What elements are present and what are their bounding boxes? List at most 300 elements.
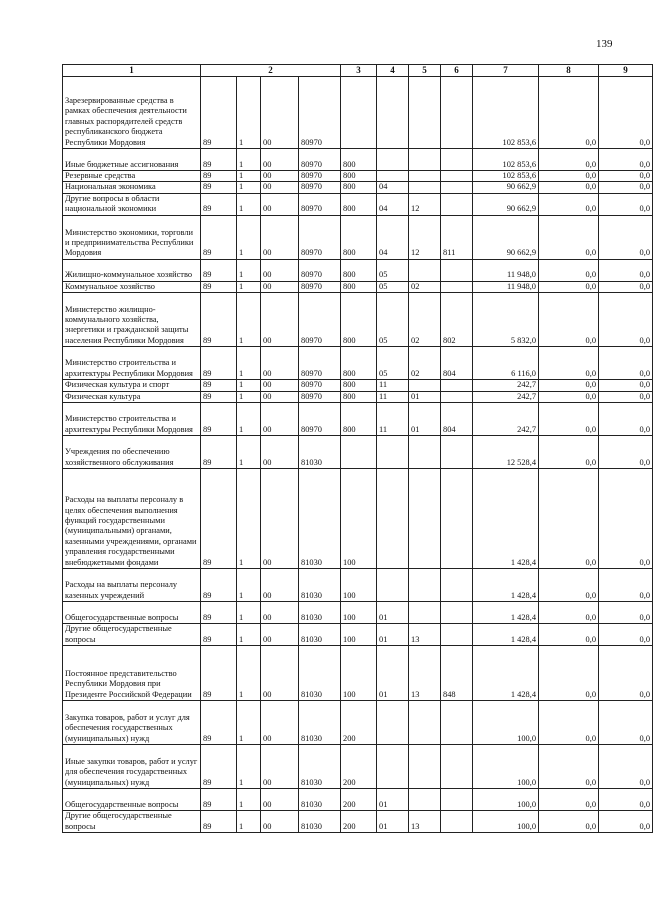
cell-col-3: 800: [341, 281, 377, 292]
cell-code-b: 1: [237, 624, 261, 646]
cell-col-9: 0,0: [599, 281, 653, 292]
table-row: [63, 347, 653, 380]
cell-col-8: 0,0: [539, 215, 599, 259]
cell-col-5: [409, 171, 441, 182]
row-name: Жилищно-коммунальное хозяйство: [63, 259, 201, 281]
cell-code-d: 80970: [299, 149, 341, 171]
cell-col-9: 0,0: [599, 602, 653, 624]
cell-code-a: 89: [201, 215, 237, 259]
cell-col-6: [441, 789, 473, 811]
cell-col-3: 800: [341, 259, 377, 281]
cell-col-5: [409, 436, 441, 469]
cell-col-8: 0,0: [539, 624, 599, 646]
cell-col-4: [377, 436, 409, 469]
cell-col-4: [377, 77, 409, 149]
cell-code-b: 1: [237, 171, 261, 182]
cell-col-5: [409, 602, 441, 624]
cell-col-4: [377, 569, 409, 602]
row-name: Учреждения по обеспечению хозяйственного обслуживания: [63, 436, 201, 469]
cell-code-c: 00: [261, 403, 299, 436]
cell-code-c: 00: [261, 293, 299, 347]
cell-col-6: [441, 436, 473, 469]
cell-col-3: 800: [341, 347, 377, 380]
cell-col-9: 0,0: [599, 745, 653, 789]
table-row: [63, 215, 653, 259]
cell-code-a: 89: [201, 646, 237, 701]
cell-amount: 242,7: [473, 380, 539, 391]
cell-col-3: 800: [341, 391, 377, 402]
table-row: [63, 789, 653, 811]
cell-code-c: 00: [261, 436, 299, 469]
cell-col-6: [441, 391, 473, 402]
table-row: [63, 646, 653, 701]
cell-col-9: 0,0: [599, 569, 653, 602]
table-row: [63, 403, 653, 436]
cell-col-5: 12: [409, 193, 441, 215]
cell-amount: 102 853,6: [473, 77, 539, 149]
cell-code-b: 1: [237, 182, 261, 193]
cell-col-4: 11: [377, 403, 409, 436]
table-row: [63, 193, 653, 215]
row-name: Другие общегосударственные вопросы: [63, 624, 201, 646]
cell-amount: 90 662,9: [473, 193, 539, 215]
table-row: [63, 602, 653, 624]
cell-col-6: [441, 745, 473, 789]
cell-col-6: 811: [441, 215, 473, 259]
cell-col-3: 200: [341, 789, 377, 811]
cell-code-c: 00: [261, 811, 299, 833]
table-row: [63, 624, 653, 646]
cell-code-b: 1: [237, 701, 261, 745]
table-row: [63, 293, 653, 347]
cell-col-9: 0,0: [599, 259, 653, 281]
cell-col-3: 800: [341, 293, 377, 347]
cell-col-6: 802: [441, 293, 473, 347]
cell-code-c: 00: [261, 745, 299, 789]
cell-col-6: [441, 469, 473, 569]
cell-col-3: 100: [341, 646, 377, 701]
cell-col-9: 0,0: [599, 646, 653, 701]
cell-col-5: 12: [409, 215, 441, 259]
cell-code-b: 1: [237, 569, 261, 602]
cell-col-4: 05: [377, 281, 409, 292]
cell-code-a: 89: [201, 811, 237, 833]
cell-amount: 5 832,0: [473, 293, 539, 347]
cell-code-c: 00: [261, 149, 299, 171]
header-col-5: 5: [409, 65, 441, 77]
cell-code-c: 00: [261, 391, 299, 402]
row-name: Физическая культура: [63, 391, 201, 402]
cell-col-4: 04: [377, 215, 409, 259]
cell-code-b: 1: [237, 149, 261, 171]
cell-amount: 100,0: [473, 811, 539, 833]
cell-code-c: 00: [261, 281, 299, 292]
cell-col-8: 0,0: [539, 469, 599, 569]
cell-code-c: 00: [261, 380, 299, 391]
cell-code-b: 1: [237, 380, 261, 391]
cell-col-9: 0,0: [599, 171, 653, 182]
row-name: Общегосударственные вопросы: [63, 789, 201, 811]
cell-col-9: 0,0: [599, 347, 653, 380]
row-name: Иные бюджетные ассигнования: [63, 149, 201, 171]
cell-code-b: 1: [237, 259, 261, 281]
header-col-1: 1: [63, 65, 201, 77]
cell-code-b: 1: [237, 193, 261, 215]
cell-col-6: [441, 281, 473, 292]
cell-code-d: 81030: [299, 745, 341, 789]
header-col-7: 7: [473, 65, 539, 77]
row-name: Физическая культура и спорт: [63, 380, 201, 391]
cell-col-5: [409, 259, 441, 281]
cell-col-9: 0,0: [599, 193, 653, 215]
row-name: Национальная экономика: [63, 182, 201, 193]
cell-col-6: [441, 569, 473, 602]
cell-col-4: 04: [377, 182, 409, 193]
header-col-6: 6: [441, 65, 473, 77]
row-name: Другие общегосударственные вопросы: [63, 811, 201, 833]
cell-col-8: 0,0: [539, 569, 599, 602]
table-row: [63, 811, 653, 833]
cell-code-d: 80970: [299, 403, 341, 436]
cell-col-6: [441, 171, 473, 182]
cell-code-b: 1: [237, 811, 261, 833]
cell-col-5: [409, 789, 441, 811]
cell-code-b: 1: [237, 469, 261, 569]
cell-code-c: 00: [261, 569, 299, 602]
cell-code-a: 89: [201, 745, 237, 789]
cell-amount: 1 428,4: [473, 469, 539, 569]
cell-col-6: 848: [441, 646, 473, 701]
cell-code-d: 81030: [299, 811, 341, 833]
cell-code-d: 80970: [299, 77, 341, 149]
cell-col-8: 0,0: [539, 811, 599, 833]
table-row: [63, 745, 653, 789]
cell-code-a: 89: [201, 789, 237, 811]
cell-col-8: 0,0: [539, 281, 599, 292]
cell-col-8: 0,0: [539, 391, 599, 402]
cell-code-b: 1: [237, 347, 261, 380]
cell-col-8: 0,0: [539, 380, 599, 391]
header-row: [63, 65, 653, 77]
cell-col-6: [441, 77, 473, 149]
cell-code-d: 80970: [299, 171, 341, 182]
cell-code-d: 80970: [299, 281, 341, 292]
cell-col-9: 0,0: [599, 403, 653, 436]
cell-code-a: 89: [201, 182, 237, 193]
table-row: [63, 436, 653, 469]
cell-col-6: 804: [441, 347, 473, 380]
cell-code-a: 89: [201, 391, 237, 402]
cell-col-3: 800: [341, 171, 377, 182]
cell-code-b: 1: [237, 602, 261, 624]
cell-col-3: 200: [341, 701, 377, 745]
cell-col-8: 0,0: [539, 149, 599, 171]
cell-col-4: [377, 745, 409, 789]
cell-code-d: 81030: [299, 624, 341, 646]
cell-col-9: 0,0: [599, 436, 653, 469]
cell-col-6: [441, 701, 473, 745]
cell-amount: 90 662,9: [473, 182, 539, 193]
row-name: Расходы на выплаты персоналу казенных учреждений: [63, 569, 201, 602]
cell-col-3: 100: [341, 569, 377, 602]
cell-code-d: 81030: [299, 701, 341, 745]
cell-code-c: 00: [261, 789, 299, 811]
cell-col-4: [377, 701, 409, 745]
cell-col-4: 05: [377, 259, 409, 281]
cell-amount: 242,7: [473, 391, 539, 402]
cell-code-a: 89: [201, 403, 237, 436]
cell-code-b: 1: [237, 215, 261, 259]
cell-col-8: 0,0: [539, 193, 599, 215]
budget-table: [62, 64, 653, 833]
cell-col-5: [409, 701, 441, 745]
cell-col-4: 04: [377, 193, 409, 215]
table-row: [63, 701, 653, 745]
cell-col-3: 800: [341, 403, 377, 436]
cell-col-8: 0,0: [539, 403, 599, 436]
cell-col-4: 11: [377, 380, 409, 391]
cell-col-9: 0,0: [599, 77, 653, 149]
cell-code-a: 89: [201, 149, 237, 171]
cell-amount: 102 853,6: [473, 171, 539, 182]
cell-code-b: 1: [237, 391, 261, 402]
cell-col-5: [409, 745, 441, 789]
header-col-3: 3: [341, 65, 377, 77]
cell-col-8: 0,0: [539, 602, 599, 624]
cell-col-4: 01: [377, 624, 409, 646]
cell-col-8: 0,0: [539, 182, 599, 193]
cell-col-3: 800: [341, 215, 377, 259]
cell-code-d: 80970: [299, 259, 341, 281]
cell-code-a: 89: [201, 436, 237, 469]
cell-col-9: 0,0: [599, 149, 653, 171]
cell-code-d: 80970: [299, 182, 341, 193]
cell-code-d: 81030: [299, 646, 341, 701]
cell-amount: 12 528,4: [473, 436, 539, 469]
row-name: Закупка товаров, работ и услуг для обеспечения государственных (муниципальных) нужд: [63, 701, 201, 745]
cell-col-3: 200: [341, 811, 377, 833]
cell-col-6: [441, 193, 473, 215]
cell-code-a: 89: [201, 569, 237, 602]
cell-col-5: 13: [409, 624, 441, 646]
cell-col-6: 804: [441, 403, 473, 436]
header-col-8: 8: [539, 65, 599, 77]
cell-code-a: 89: [201, 347, 237, 380]
cell-code-a: 89: [201, 469, 237, 569]
table-row: [63, 569, 653, 602]
cell-col-8: 0,0: [539, 789, 599, 811]
row-name: Министерство строительства и архитектуры Республики Мордовия: [63, 403, 201, 436]
cell-code-d: 80970: [299, 391, 341, 402]
cell-col-5: [409, 182, 441, 193]
cell-col-5: 02: [409, 281, 441, 292]
cell-col-6: [441, 602, 473, 624]
cell-col-5: 13: [409, 646, 441, 701]
cell-col-3: 100: [341, 469, 377, 569]
cell-col-5: 01: [409, 403, 441, 436]
cell-col-8: 0,0: [539, 293, 599, 347]
cell-code-a: 89: [201, 602, 237, 624]
cell-col-4: 05: [377, 347, 409, 380]
cell-col-4: [377, 149, 409, 171]
cell-col-3: 100: [341, 624, 377, 646]
cell-col-8: 0,0: [539, 701, 599, 745]
row-name: Министерство жилищно-коммунального хозяйства, энергетики и гражданской защиты населения Республики Мордовия: [63, 293, 201, 347]
cell-amount: 100,0: [473, 745, 539, 789]
table-row: [63, 469, 653, 569]
cell-code-a: 89: [201, 701, 237, 745]
cell-amount: 1 428,4: [473, 646, 539, 701]
cell-col-3: 800: [341, 193, 377, 215]
cell-code-c: 00: [261, 602, 299, 624]
cell-amount: 6 116,0: [473, 347, 539, 380]
table-row: [63, 380, 653, 391]
cell-code-c: 00: [261, 624, 299, 646]
cell-col-4: 11: [377, 391, 409, 402]
cell-code-c: 00: [261, 171, 299, 182]
cell-col-6: [441, 380, 473, 391]
cell-col-5: [409, 77, 441, 149]
cell-col-8: 0,0: [539, 77, 599, 149]
cell-code-c: 00: [261, 646, 299, 701]
cell-code-b: 1: [237, 403, 261, 436]
cell-amount: 1 428,4: [473, 624, 539, 646]
cell-col-9: 0,0: [599, 215, 653, 259]
cell-amount: 11 948,0: [473, 259, 539, 281]
cell-col-9: 0,0: [599, 380, 653, 391]
cell-amount: 90 662,9: [473, 215, 539, 259]
cell-code-a: 89: [201, 281, 237, 292]
cell-col-3: [341, 436, 377, 469]
cell-amount: 242,7: [473, 403, 539, 436]
cell-col-4: 05: [377, 293, 409, 347]
cell-amount: 102 853,6: [473, 149, 539, 171]
cell-code-a: 89: [201, 171, 237, 182]
cell-amount: 1 428,4: [473, 602, 539, 624]
table-row: [63, 171, 653, 182]
cell-code-b: 1: [237, 77, 261, 149]
cell-code-d: 80970: [299, 347, 341, 380]
cell-code-d: 80970: [299, 215, 341, 259]
cell-code-b: 1: [237, 293, 261, 347]
row-name: Постоянное представительство Республики Мордовия при Президенте Российской Федерации: [63, 646, 201, 701]
cell-col-5: 01: [409, 391, 441, 402]
cell-col-5: [409, 569, 441, 602]
cell-col-9: 0,0: [599, 811, 653, 833]
row-name: Общегосударственные вопросы: [63, 602, 201, 624]
cell-col-9: 0,0: [599, 182, 653, 193]
row-name: Другие вопросы в области национальной экономики: [63, 193, 201, 215]
cell-col-5: [409, 380, 441, 391]
cell-code-a: 89: [201, 259, 237, 281]
cell-col-9: 0,0: [599, 391, 653, 402]
cell-code-b: 1: [237, 646, 261, 701]
cell-code-a: 89: [201, 193, 237, 215]
cell-col-4: 01: [377, 789, 409, 811]
cell-col-8: 0,0: [539, 259, 599, 281]
cell-code-b: 1: [237, 281, 261, 292]
cell-code-c: 00: [261, 259, 299, 281]
row-name: Резервные средства: [63, 171, 201, 182]
cell-amount: 100,0: [473, 789, 539, 811]
cell-col-5: 02: [409, 347, 441, 380]
cell-code-d: 81030: [299, 789, 341, 811]
cell-col-3: 800: [341, 182, 377, 193]
cell-code-d: 81030: [299, 569, 341, 602]
cell-code-b: 1: [237, 789, 261, 811]
cell-col-6: [441, 182, 473, 193]
cell-col-9: 0,0: [599, 469, 653, 569]
cell-col-8: 0,0: [539, 171, 599, 182]
cell-col-8: 0,0: [539, 745, 599, 789]
cell-col-9: 0,0: [599, 789, 653, 811]
cell-col-4: [377, 469, 409, 569]
cell-col-8: 0,0: [539, 347, 599, 380]
cell-col-3: 800: [341, 149, 377, 171]
cell-col-4: [377, 171, 409, 182]
cell-col-4: 01: [377, 602, 409, 624]
cell-col-9: 0,0: [599, 701, 653, 745]
header-col-4: 4: [377, 65, 409, 77]
cell-col-4: 01: [377, 811, 409, 833]
cell-col-9: 0,0: [599, 293, 653, 347]
cell-code-a: 89: [201, 380, 237, 391]
header-col-9: 9: [599, 65, 653, 77]
cell-col-5: 13: [409, 811, 441, 833]
table-row: [63, 182, 653, 193]
cell-code-d: 81030: [299, 469, 341, 569]
cell-code-c: 00: [261, 469, 299, 569]
row-name: Расходы на выплаты персоналу в целях обеспечения выполнения функций государственными (муниципальными) органами, казенными учреждениями, органами управления государственными внебюджетными фондами: [63, 469, 201, 569]
table-row: [63, 281, 653, 292]
cell-code-d: 80970: [299, 380, 341, 391]
cell-col-5: [409, 149, 441, 171]
cell-code-d: 81030: [299, 602, 341, 624]
cell-code-a: 89: [201, 293, 237, 347]
cell-code-d: 81030: [299, 436, 341, 469]
cell-col-6: [441, 811, 473, 833]
cell-col-5: [409, 469, 441, 569]
cell-col-4: 01: [377, 646, 409, 701]
cell-col-3: [341, 77, 377, 149]
cell-amount: 1 428,4: [473, 569, 539, 602]
table-row: [63, 149, 653, 171]
cell-col-6: [441, 149, 473, 171]
row-name: Министерство экономики, торговли и предпринимательства Республики Мордовия: [63, 215, 201, 259]
cell-col-6: [441, 624, 473, 646]
cell-col-8: 0,0: [539, 436, 599, 469]
cell-amount: 11 948,0: [473, 281, 539, 292]
row-name: Зарезервированные средства в рамках обеспечения деятельности главных распорядителей средств республиканского бюджета Республики Мордовия: [63, 77, 201, 149]
cell-col-8: 0,0: [539, 646, 599, 701]
row-name: Министерство строительства и архитектуры Республики Мордовия: [63, 347, 201, 380]
cell-amount: 100,0: [473, 701, 539, 745]
row-name: Иные закупки товаров, работ и услуг для обеспечения государственных (муниципальных) нужд: [63, 745, 201, 789]
cell-col-3: 100: [341, 602, 377, 624]
cell-code-c: 00: [261, 77, 299, 149]
page-number: 139: [596, 38, 613, 50]
cell-code-c: 00: [261, 701, 299, 745]
header-col-2: 2: [201, 65, 341, 77]
cell-code-c: 00: [261, 215, 299, 259]
cell-col-3: 800: [341, 380, 377, 391]
cell-code-a: 89: [201, 624, 237, 646]
row-name: Коммунальное хозяйство: [63, 281, 201, 292]
cell-col-3: 200: [341, 745, 377, 789]
cell-code-a: 89: [201, 77, 237, 149]
cell-col-9: 0,0: [599, 624, 653, 646]
cell-code-d: 80970: [299, 193, 341, 215]
